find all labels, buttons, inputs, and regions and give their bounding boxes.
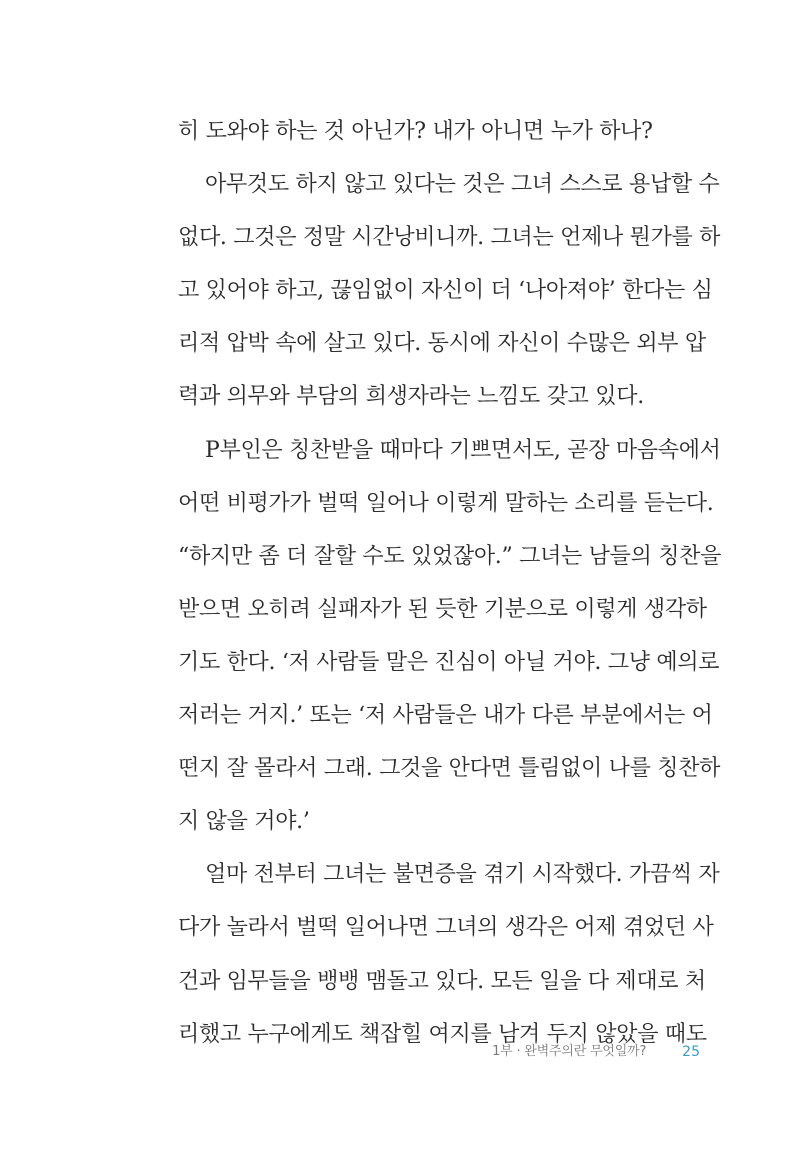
text-line: 떤지 잘 몰라서 그래. 그것을 안다면 틀림없이 나를 칭찬하 [178, 756, 721, 782]
text-line: 건과 임무들을 뱅뱅 맴돌고 있다. 모든 일을 다 제대로 처 [178, 968, 706, 994]
text-line: 아무것도 하지 않고 있다는 것은 그녀 스스로 용납할 수 [205, 172, 720, 198]
text-line: “하지만 좀 더 잘할 수도 있었잖아.” 그녀는 남들의 칭찬을 [178, 543, 722, 569]
text-line: 히 도와야 하는 것 아닌가? 내가 아니면 누가 하나? [178, 119, 653, 144]
text-line: 얼마 전부터 그녀는 불면증을 겪기 시작했다. 가끔씩 자 [205, 862, 720, 888]
text-line: 받으면 오히려 실패자가 된 듯한 기분으로 이렇게 생각하 [178, 596, 707, 622]
text-line: 력과 의무와 부담의 희생자라는 느낌도 갖고 있다. [178, 384, 644, 410]
text-line: 리적 압박 속에 살고 있다. 동시에 자신이 수많은 외부 압 [178, 331, 706, 357]
text-line: 고 있어야 하고, 끊임없이 자신이 더 ‘나아져야’ 한다는 심 [178, 278, 713, 304]
text-line: 지 않을 거야.’ [178, 809, 310, 835]
text-line: 다가 놀라서 벌떡 일어나면 그녀의 생각은 어제 겪었던 사 [178, 915, 714, 941]
text-line: 없다. 그것은 정말 시간낭비니까. 그녀는 언제나 뭔가를 하 [178, 225, 721, 251]
page-number: 25 [682, 1044, 700, 1060]
body-text [178, 105, 722, 1061]
text-line: 저러는 거지.’ 또는 ‘저 사람들은 내가 다른 부분에서는 어 [178, 703, 713, 729]
page-footer [492, 1040, 700, 1064]
text-line: 기도 한다. ‘저 사람들 말은 진심이 아닐 거야. 그냥 예의로 [178, 649, 720, 675]
text-line: P부인은 칭찬받을 때마다 기쁘면서도, 곧장 마음속에서 [205, 437, 721, 463]
text-line: 어떤 비평가가 벌떡 일어나 이렇게 말하는 소리를 듣는다. [178, 490, 714, 516]
text-line: 리했고 누구에게도 책잡힐 여지를 남겨 두지 않았을 때도 [178, 1021, 707, 1047]
running-head: 1부 · 완벽주의란 무엇일까? [492, 1044, 647, 1059]
